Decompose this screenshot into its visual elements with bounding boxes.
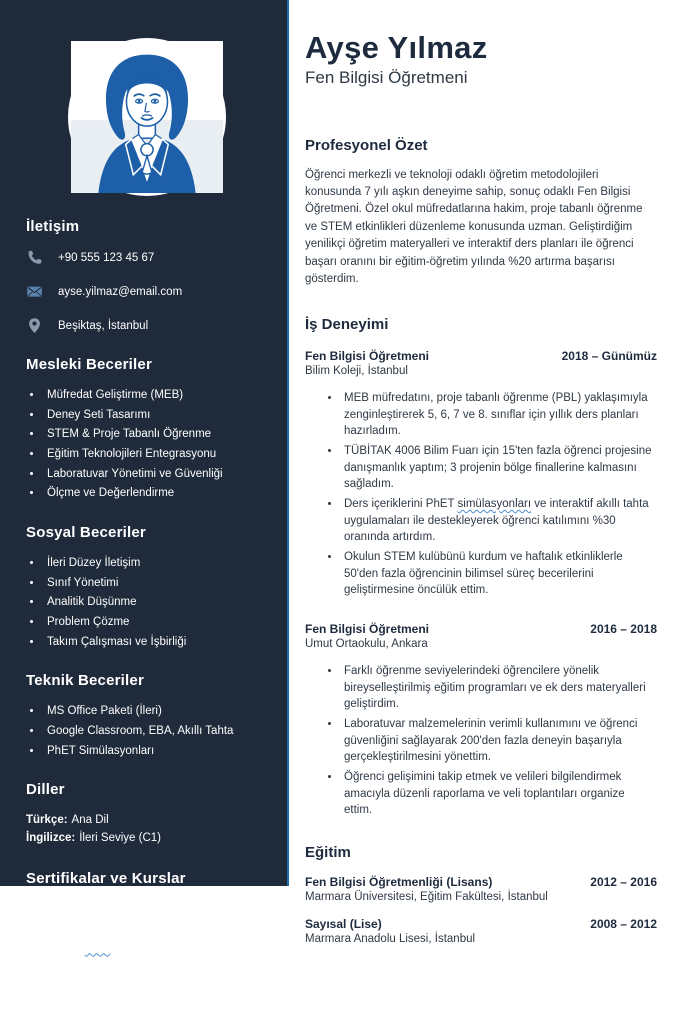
job-company: Umut Ortaokulu, Ankara: [305, 637, 428, 650]
skill-item: • STEM & Proje Tabanlı Öğrenme: [43, 426, 267, 443]
job-bullet: • Laboratuvar malzemelerinin verimli kullanımını ve öğrenci güvenliğini sağlayarak 200'den fazla deneyin başarıyla gerçekleştirilmesini yönettim.: [341, 716, 657, 766]
job-bullets-list: [305, 390, 657, 599]
education-dates: 2008 – 2012: [590, 916, 657, 931]
education-dates: 2012 – 2016: [590, 874, 657, 889]
job-header: [305, 349, 657, 363]
skill-item: • Ölçme ve Değerlendirme: [43, 485, 267, 502]
skill-item: • Takım Çalışması ve İşbirliği: [43, 634, 267, 651]
certificates-title: Sertifikalar ve Kurslar: [26, 870, 186, 888]
language-level: Ana Dil: [71, 814, 109, 827]
education-entry: [305, 875, 657, 903]
job-bullets-list: [305, 663, 657, 819]
job-bullet: • Okulun STEM kulübünü kurdum ve haftalık etkinliklerle 50'den fazla öğrencinin bilimsel süreç becerilerini geliştirmesine öncülük ettim.: [341, 549, 657, 599]
skill-item: • Eğitim Teknolojileri Entegrasyonu: [43, 446, 267, 463]
contact-phone-row: [26, 249, 267, 266]
certificate-item: • STEM Eğitmen Eğitimi Sertifikası, Boğaziçi Üniversitesi (2020): [43, 901, 267, 934]
skill-item: • Deney Seti Tasarımı: [43, 407, 267, 424]
contact-location-text: Beşiktaş, İstanbul: [58, 319, 149, 332]
certificate-item: • Eğitimde Teknoloji Kullanımı ve Materyal Geliştirme, ODTÜ SEM (2017): [43, 978, 267, 1011]
skill-item: • PhET Simülasyonları: [43, 743, 267, 760]
job-role: Fen Bilgisi Öğretmeni: [305, 621, 430, 636]
language-english: [26, 830, 267, 848]
education-header: [305, 875, 657, 889]
summary-text: Öğrenci merkezli ve teknoloji odaklı öğretim metodolojileri konusunda 7 yılı aşkın deneyime sahip, sonuç odaklı Fen Bilgisi Öğretmeni. Özel okul müfredatlarına hakim, proje tabanlı öğrenme ve STEM etkinlikleri düzenleme konusunda uzman. Geliştirdiğim yenilikçi öğretim materyalleri ve interaktif ders planları ile öğrenci başarı oranını bir eğitim-öğretim yılında %20 artırma başarısı gösterdim.: [305, 168, 643, 286]
contact-phone-text: +90 555 123 45 67: [58, 251, 155, 264]
mail-icon: [26, 283, 43, 300]
education-section-title: Eğitim: [305, 843, 351, 861]
job-bullet: • TÜBİTAK 4006 Bilim Fuarı için 15'ten fazla öğrenci projesine danışmanlık yaptım; 3 projenin bölge finallerine kalmasını sağladım.: [341, 443, 657, 493]
certificates-list: [26, 901, 267, 1011]
candidate-name: Ayşe Yılmaz: [305, 30, 488, 65]
education-school: Marmara Anadolu Lisesi, İstanbul: [305, 932, 476, 945]
skill-item: • İleri Düzey İletişim: [43, 555, 267, 572]
skill-item: • MS Office Paketi (İleri): [43, 703, 267, 720]
technical-skills-list: [26, 703, 267, 759]
job-bullet: • Farklı öğrenme seviyelerindeki öğrencilere yönelik bireyselleştirilmiş eğitim programları ve ek ders materyalleri geliştirdim.: [341, 663, 657, 713]
languages-title: Diller: [26, 781, 65, 799]
job-entry: [305, 622, 657, 819]
job-dates: 2018 – Günümüz: [561, 348, 657, 363]
candidate-job-title: Fen Bilgisi Öğretmeni: [305, 67, 468, 87]
job-bullet: • Öğrenci gelişimini takip etmek ve velileri bilgilendirmek amacıyla düzenli raporlama ve veli toplantıları organize ettim.: [341, 769, 657, 819]
contact-section-title: İletişim: [26, 218, 80, 235]
education-entry: [305, 917, 657, 945]
job-header: [305, 622, 657, 636]
skill-item: • Laboratuvar Yönetimi ve Güvenliği: [43, 466, 267, 483]
language-turkish: [26, 812, 267, 830]
contact-location-row: [26, 317, 267, 334]
spellcheck-underline: Zeka: [84, 941, 111, 954]
language-level: İleri Seviye (C1): [79, 832, 162, 845]
social-skills-list: [26, 555, 267, 650]
phone-icon: [26, 249, 43, 266]
job-dates: 2016 – 2018: [590, 621, 657, 636]
education-degree: Sayısal (Lise): [305, 916, 382, 931]
woman-portrait-illustration: [71, 41, 223, 193]
skill-item: • Analitik Düşünme: [43, 594, 267, 611]
education-degree: Fen Bilgisi Öğretmenliği (Lisans): [305, 874, 493, 889]
skill-item: • Sınıf Yönetimi: [43, 575, 267, 592]
job-bullet: • Ders içeriklerini PhET simülasyonları ve interaktif akıllı tahta uygulamaları ile destekleyerek öğrenci katılımını %30 oranında artırdım.: [341, 496, 657, 546]
skill-item: • Problem Çözme: [43, 614, 267, 631]
social-skills-title: Sosyal Beceriler: [26, 524, 146, 542]
language-label: Türkçe:: [26, 814, 68, 827]
contact-email-row: [26, 283, 267, 300]
job-entry: [305, 349, 657, 599]
summary-section-title: Profesyonel Özet: [305, 136, 428, 154]
professional-skills-title: Mesleki Beceriler: [26, 356, 152, 373]
main-content: [289, 0, 677, 945]
skill-item: • Google Classroom, EBA, Akıllı Tahta: [43, 723, 267, 740]
job-role: Fen Bilgisi Öğretmeni: [305, 348, 430, 363]
location-pin-icon: [26, 317, 43, 334]
experience-section-title: İş Deneyimi: [305, 315, 389, 333]
skill-item: • Müfredat Geliştirme (MEB): [43, 387, 267, 404]
sidebar: [0, 0, 289, 1009]
contact-email-text: ayse.yilmaz@email.com: [58, 285, 183, 298]
technical-skills-title: Teknik Beceriler: [26, 672, 144, 690]
education-school: Marmara Üniversitesi, Eğitim Fakültesi, İstanbul: [305, 890, 548, 903]
job-bullet: • MEB müfredatını, proje tabanlı öğrenme (PBL) yaklaşımıyla zenginleştirerek 5, 6, 7 ve 8. sınıflar için yıllık ders planları hazırladım.: [341, 390, 657, 440]
profile-photo: [68, 38, 226, 196]
language-label: İngilizce:: [26, 832, 76, 845]
professional-skills-list: [26, 387, 267, 502]
spellcheck-underline: simülasyonları: [457, 497, 532, 510]
education-header: [305, 917, 657, 931]
job-company: Bilim Koleji, İstanbul: [305, 364, 408, 377]
certificate-item: • Akıl ve Zeka Oyunları Eğitmenliği, MEB Hizmet içi Eğitim (2019): [43, 939, 267, 972]
